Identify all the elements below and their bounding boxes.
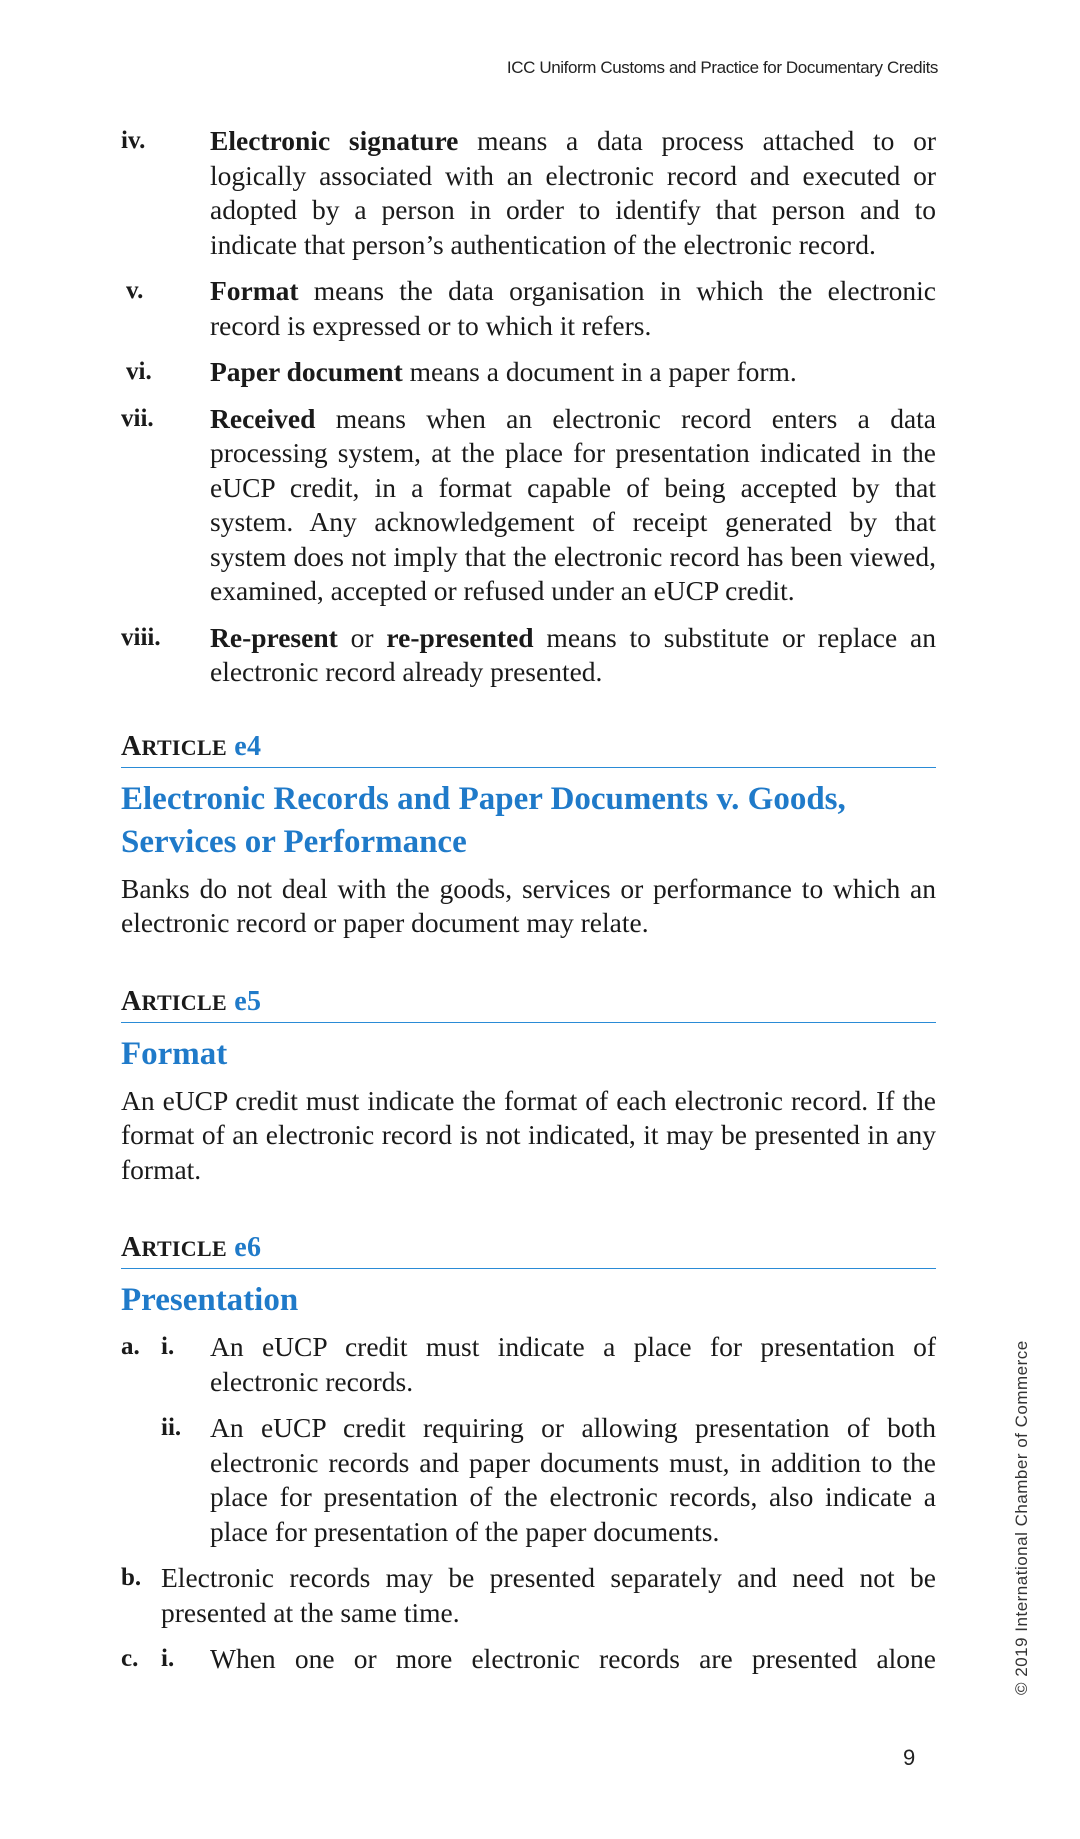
item-letter: b. xyxy=(121,1564,142,1591)
article-heading: ARTICLE e4 xyxy=(121,730,936,768)
definition-text: means to substitute or replace an electronic record already presented. xyxy=(210,621,936,687)
article-number: e4 xyxy=(234,730,262,762)
article-heading: ARTICLE e6 xyxy=(121,1231,936,1269)
running-header: ICC Uniform Customs and Practice for Documentary Credits xyxy=(506,58,938,77)
presentation-item-a-i xyxy=(121,1330,936,1399)
definition-text: or xyxy=(337,621,387,653)
definition-number: viii. xyxy=(121,623,161,651)
definition-number: iv. xyxy=(121,127,146,154)
page-number: 9 xyxy=(903,1745,916,1770)
definition-text: means when an electronic record enters a data processing system, at the place for presentation indicated in the eUCP credit, in a format capable of being accepted by that system. Any acknowledgement of receipt generated by that system does not imply that the electronic record has been viewed, examined, accepted or refused under an eUCP credit. xyxy=(210,402,936,606)
article-title: Presentation xyxy=(121,1282,299,1318)
definition-term: Re-present xyxy=(210,621,338,653)
definition-item xyxy=(121,124,936,262)
definition-term: re-presented xyxy=(386,621,534,653)
definition-term: Received xyxy=(210,402,316,434)
article-body: Banks do not deal with the goods, services or performance to which an electronic record or paper document may relate. xyxy=(121,872,936,938)
item-letter: c. xyxy=(121,1645,139,1672)
item-letter: a. xyxy=(121,1333,140,1360)
item-number: ii. xyxy=(161,1414,182,1441)
item-text: An eUCP credit must indicate a place for presentation of electronic records. xyxy=(210,1331,936,1397)
definition-text: means the data organisation in which the electronic record is expressed or to which it refers. xyxy=(210,275,936,341)
presentation-item-b xyxy=(121,1561,936,1630)
item-text: When one or more electronic records are presented alone xyxy=(210,1643,936,1674)
item-number: i. xyxy=(161,1645,175,1672)
definition-term: Paper document xyxy=(210,356,403,387)
definition-item xyxy=(121,402,936,609)
definition-number: vii. xyxy=(121,404,154,432)
item-text: An eUCP credit requiring or allowing presentation of both electronic records and paper documents must, in addition to the place for presentation of the electronic records, also indicate a place for presentation of the paper documents. xyxy=(210,1412,936,1547)
definition-term: Format xyxy=(210,275,299,306)
definition-number: v. xyxy=(126,277,144,304)
copyright-notice: © 2019 International Chamber of Commerce xyxy=(1012,1340,1031,1695)
definition-term: Electronic signature xyxy=(210,125,459,156)
definition-text: means a data process attached to or logically associated with an electronic record and executed or adopted by a person in order to identify that person and to indicate that person’s authentication of the electronic record. xyxy=(210,125,937,260)
article-title: Format xyxy=(121,1035,228,1072)
article-number: e6 xyxy=(234,1232,262,1263)
definition-text: means a document in a paper form. xyxy=(402,356,797,387)
item-number: i. xyxy=(161,1333,175,1360)
definition-item xyxy=(121,355,936,390)
item-text: Electronic records may be presented separately and need not be presented at the same time. xyxy=(161,1562,936,1628)
page-content xyxy=(121,124,936,1689)
article-number: e5 xyxy=(234,985,262,1017)
article-title: Electronic Records and Paper Documents v. Goods, Services or Performance xyxy=(121,780,846,860)
definition-item xyxy=(121,274,936,343)
article-heading: ARTICLE e5 xyxy=(121,985,936,1023)
presentation-item-a-ii xyxy=(121,1411,936,1549)
definition-item xyxy=(121,621,936,690)
article-body: An eUCP credit must indicate the format of each electronic record. If the format of an electronic record is not indicated, it may be presented in any format. xyxy=(121,1084,936,1185)
definition-number: vi. xyxy=(126,358,152,385)
presentation-item-c-i xyxy=(121,1642,936,1677)
